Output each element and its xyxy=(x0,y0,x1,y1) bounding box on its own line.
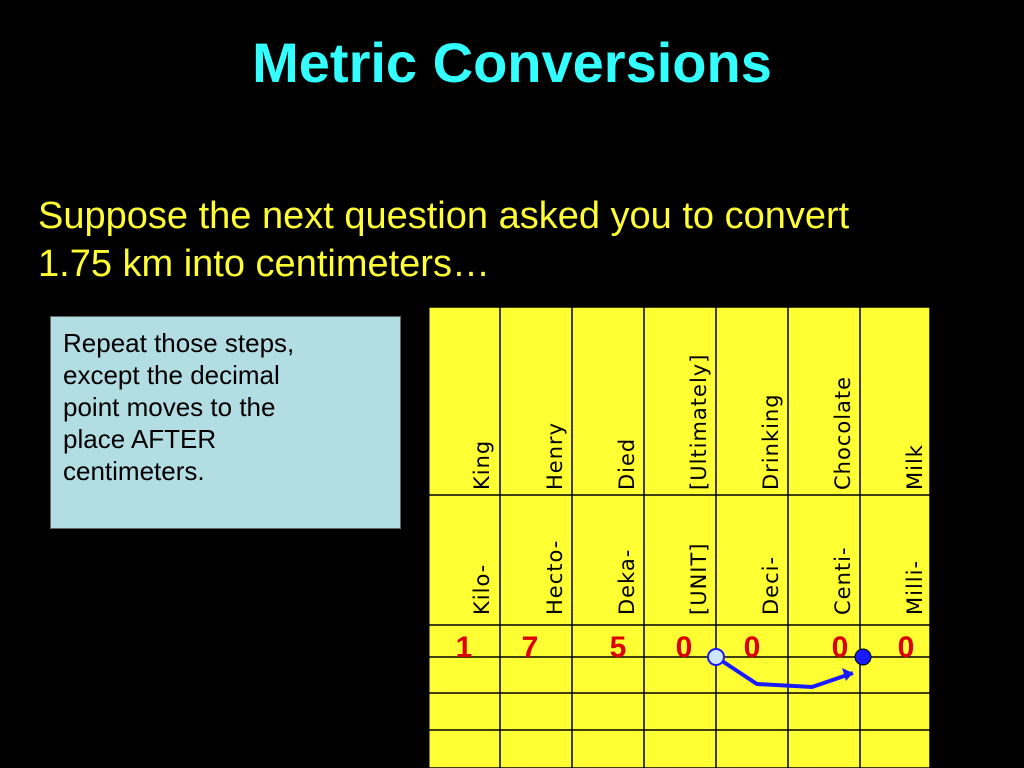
note-line: point moves to the xyxy=(63,392,276,422)
prefix-label: Deka- xyxy=(615,548,639,615)
digit-row xyxy=(456,631,915,664)
prefix-label: [UNIT] xyxy=(687,542,711,615)
mnemonic-label: Milk xyxy=(903,444,927,490)
conversion-digit: 0 xyxy=(897,631,915,664)
mnemonic-label: [Ultimately] xyxy=(687,353,711,490)
conversion-digit: 0 xyxy=(743,631,761,664)
prefix-label: Deci- xyxy=(759,555,783,615)
note-line: Repeat those steps, xyxy=(63,328,295,358)
note-line: place AFTER xyxy=(63,424,217,454)
page-title: Metric Conversions xyxy=(252,31,772,94)
prompt-line-1: Suppose the next question asked you to convert xyxy=(38,195,850,237)
mnemonic-label: Drinking xyxy=(759,393,783,490)
prefix-label: Hecto- xyxy=(543,539,567,615)
conversion-digit: 7 xyxy=(521,631,539,664)
mnemonic-label: Died xyxy=(615,437,639,490)
conversion-digit: 5 xyxy=(609,631,627,664)
prefix-label: Kilo- xyxy=(470,563,494,615)
filled-circle-decimal-icon xyxy=(855,649,871,665)
conversion-digit: 0 xyxy=(675,631,693,664)
conversion-digit: 0 xyxy=(831,631,849,664)
note-line: except the decimal xyxy=(63,360,280,390)
note-line: centimeters. xyxy=(63,456,205,486)
conversion-digit: 1 xyxy=(455,631,473,664)
prefix-label: Milli- xyxy=(903,559,927,615)
mnemonic-label: King xyxy=(470,439,494,490)
prefix-label: Centi- xyxy=(831,546,855,615)
mnemonic-label: Henry xyxy=(543,421,567,490)
mnemonic-label: Chocolate xyxy=(831,375,855,490)
open-circle-decimal-icon xyxy=(708,649,724,665)
prompt-line-2: 1.75 km into centimeters… xyxy=(38,243,490,285)
